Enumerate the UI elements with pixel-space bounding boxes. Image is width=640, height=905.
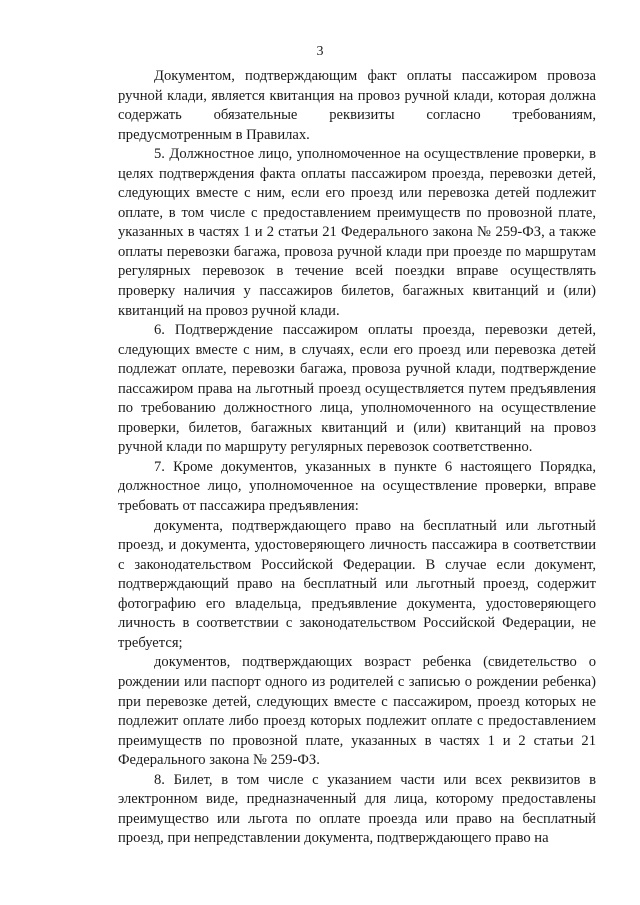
paragraph-item-7: 7. Кроме документов, указанных в пункте 6 настоящего Порядка, должностное лицо, уполномоченное на осуществление проверки, вправе требовать от пассажира предъявления: bbox=[118, 458, 596, 515]
paragraph-item-7-benefit-document: документа, подтверждающего право на бесплатный или льготный проезд, и документа, удостоверяющего личность пассажира в соответствии с законодательством Российской Федерации. В случае если документ, подтверждающий право на бесплатный или льготный проезд, содержит фотографию его владельца, предъявление документа, удостоверяющего личность в соответствии с законодательством Российской Федерации, не требуется; bbox=[118, 517, 596, 651]
paragraph-item-8: 8. Билет, в том числе с указанием части или всех реквизитов в электронном виде, предназначенный для лица, которому предоставлены преимущество или льгота по оплате проезда или право на бесплатный проезд, при непредставлении документа, подтверждающего право на bbox=[118, 771, 596, 847]
page-number: 3 bbox=[316, 44, 324, 59]
paragraph-receipt-hand-luggage: Документом, подтверждающим факт оплаты пассажиром провоза ручной клади, является квитанция на провоз ручной клади, которая должна содержать обязательные реквизиты согласно требованиям, предусмотренным в Правилах. bbox=[118, 68, 596, 143]
paragraph-item-7-child-age-document: документов, подтверждающих возраст ребенка (свидетельство о рождении или паспорт одного из родителей с записью о рождении ребенка) при перевозке детей, следующих вместе с пассажиром, проезд которых не подлежит оплате либо проезд которых подлежит оплате с предоставлением преимуществ по провозной плате, указанных в частях 1 и 2 статьи 21 Федерального закона № 259-ФЗ. bbox=[118, 654, 596, 769]
document-body bbox=[118, 67, 596, 849]
paragraph-item-6: 6. Подтверждение пассажиром оплаты проезда, перевозки детей, следующих вместе с ним, в случаях, если его проезд или перевозка детей подлежат оплате, перевозки багажа, провоза ручной клади, подтверждение пассажиром права на льготный проезд осуществляется путем предъявления по требованию должностного лица, уполномоченного на осуществление проверки, билетов, багажных квитанций и (или) квитанций на провоз ручной клади по маршруту регулярных перевозок соответственно. bbox=[118, 322, 596, 456]
paragraph-item-5: 5. Должностное лицо, уполномоченное на осуществление проверки, в целях подтверждения факта оплаты пассажиром проезда, перевозки детей, следующих вместе с ним, если его проезд или перевозка детей подлежит оплате, в том числе с предоставлением преимуществ по провозной плате, указанных в частях 1 и 2 статьи 21 Федерального закона № 259-ФЗ, а также оплаты перевозки багажа, провоза ручной клади при проезде по маршрутам регулярных перевозок в течение всей поездки вправе осуществлять проверку наличия у пассажиров билетов, багажных квитанций и (или) квитанций на провоз ручной клади. bbox=[118, 146, 596, 319]
